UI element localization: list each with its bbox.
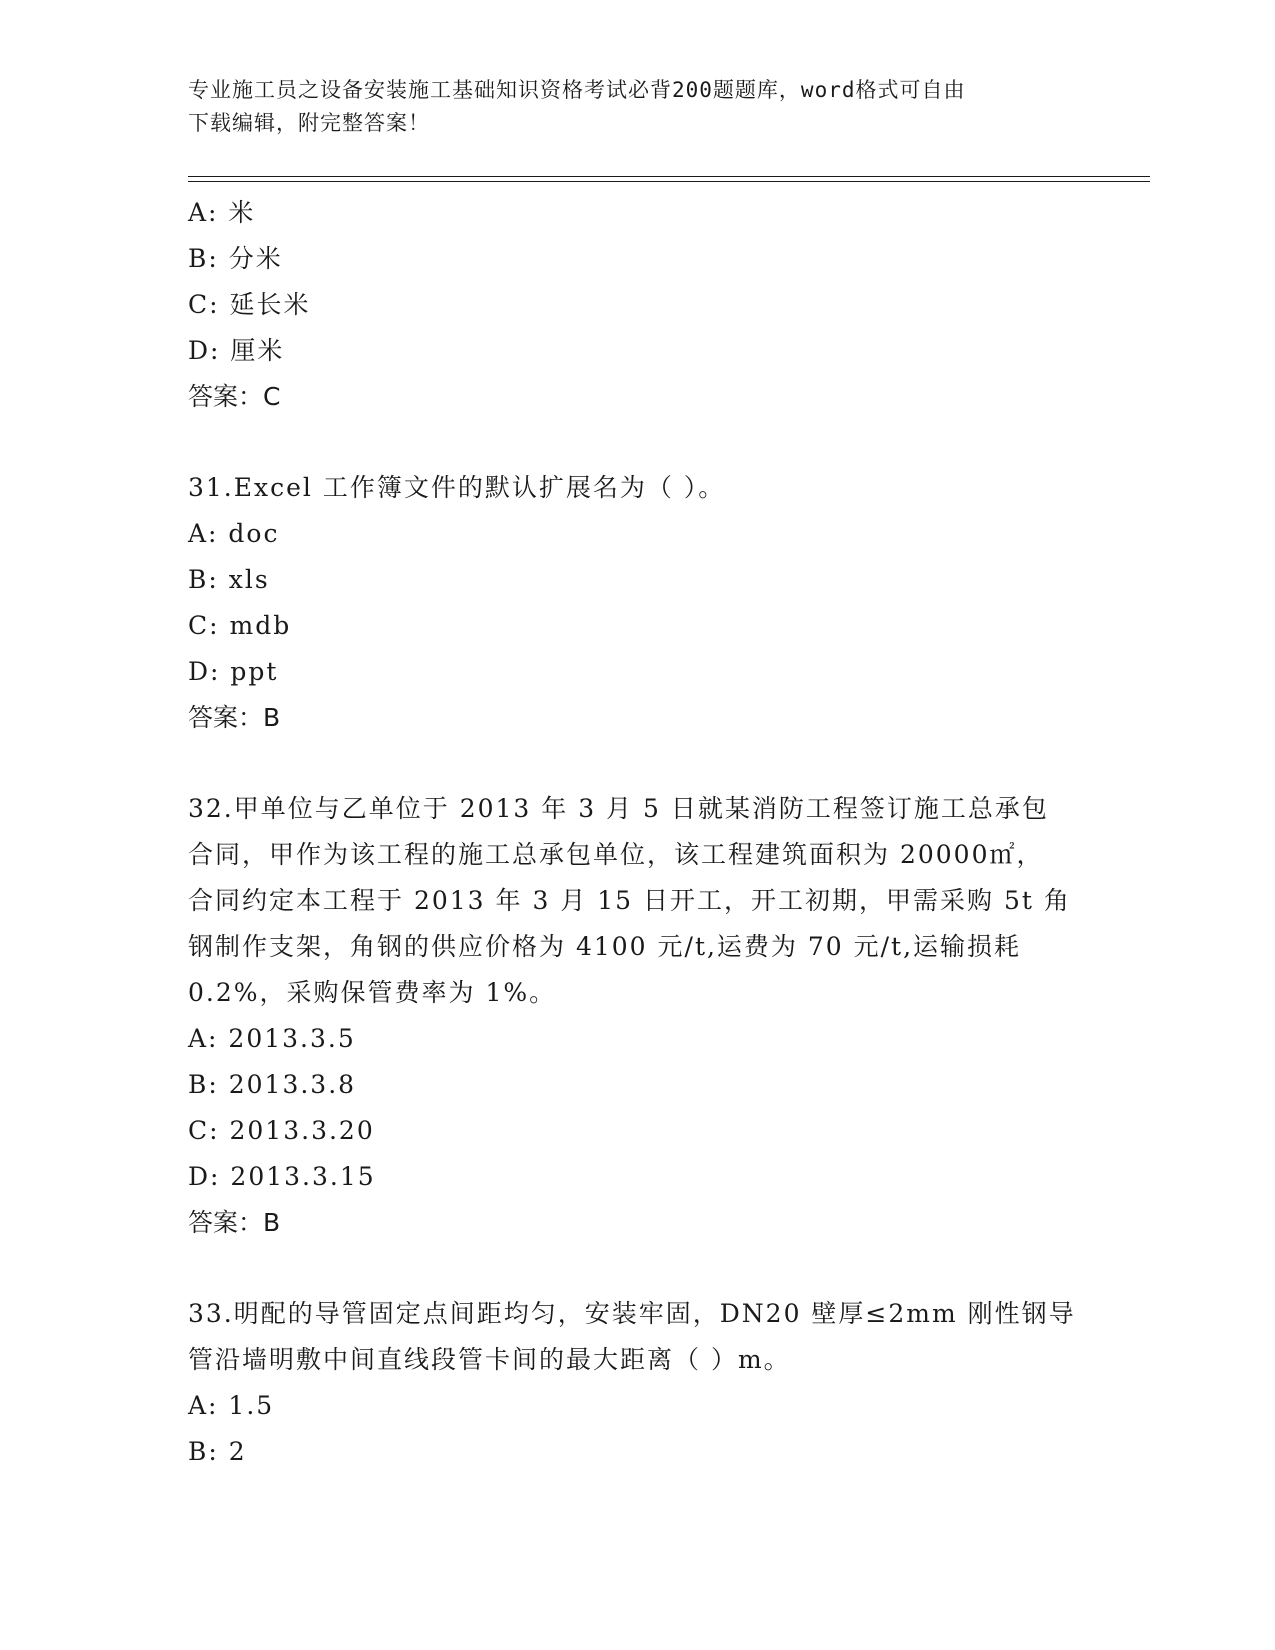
header-line-1: 专业施工员之设备安装施工基础知识资格考试必背200题题库，word格式可自由 (188, 78, 966, 102)
option-a: A: 米 (188, 198, 256, 227)
option-a: A: 2013.3.5 (188, 1024, 356, 1053)
option-d: D: ppt (188, 657, 279, 686)
question-31 (188, 465, 1088, 741)
question-32 (188, 786, 1088, 1246)
question-33 (188, 1291, 1088, 1475)
spacer (188, 420, 1088, 465)
option-c: C: mdb (188, 611, 292, 640)
option-a: A: 1.5 (188, 1391, 275, 1420)
answer-line: 答案：B (188, 1208, 281, 1237)
question-list (188, 190, 1088, 1475)
spacer (188, 741, 1088, 786)
option-b: B: 2013.3.8 (188, 1070, 357, 1099)
question-stem-line: 合同约定本工程于 2013 年 3 月 15 日开工，开工初期，甲需采购 5t 角 (188, 886, 1071, 915)
question-stem-line: 33.明配的导管固定点间距均匀，安装牢固，DN20 壁厚≤2mm 刚性钢导 (188, 1299, 1076, 1328)
header-divider-top (188, 176, 1150, 177)
question-stem-line: 钢制作支架，角钢的供应价格为 4100 元/t,运费为 70 元/t,运输损耗 (188, 932, 1022, 961)
question-stem-line: 32.甲单位与乙单位于 2013 年 3 月 5 日就某消防工程签订施工总承包 (188, 794, 1049, 823)
spacer (188, 1246, 1088, 1291)
question-stem: 31.Excel 工作簿文件的默认扩展名为（ ）。 (188, 473, 726, 502)
option-d: D: 厘米 (188, 336, 285, 365)
header-line-2: 下载编辑，附完整答案！ (188, 111, 430, 135)
option-a: A: doc (188, 519, 280, 548)
option-d: D: 2013.3.15 (188, 1162, 376, 1191)
question-stem-line: 管沿墙明敷中间直线段管卡间的最大距离（ ）m。 (188, 1345, 791, 1374)
answer-line: 答案：B (188, 703, 281, 732)
option-c: C: 2013.3.20 (188, 1116, 375, 1145)
option-b: B: 2 (188, 1437, 247, 1466)
answer-line: 答案：C (188, 382, 281, 411)
question-stem-line: 0.2%，采购保管费率为 1%。 (188, 978, 557, 1007)
option-b: B: 分米 (188, 244, 283, 273)
option-b: B: xls (188, 565, 270, 594)
question-stem-line: 合同，甲作为该工程的施工总承包单位，该工程建筑面积为 20000㎡， (188, 840, 1044, 869)
question-30 (188, 190, 1088, 420)
option-c: C: 延长米 (188, 290, 311, 319)
document-header (188, 74, 1068, 140)
header-divider-bottom (188, 181, 1150, 182)
